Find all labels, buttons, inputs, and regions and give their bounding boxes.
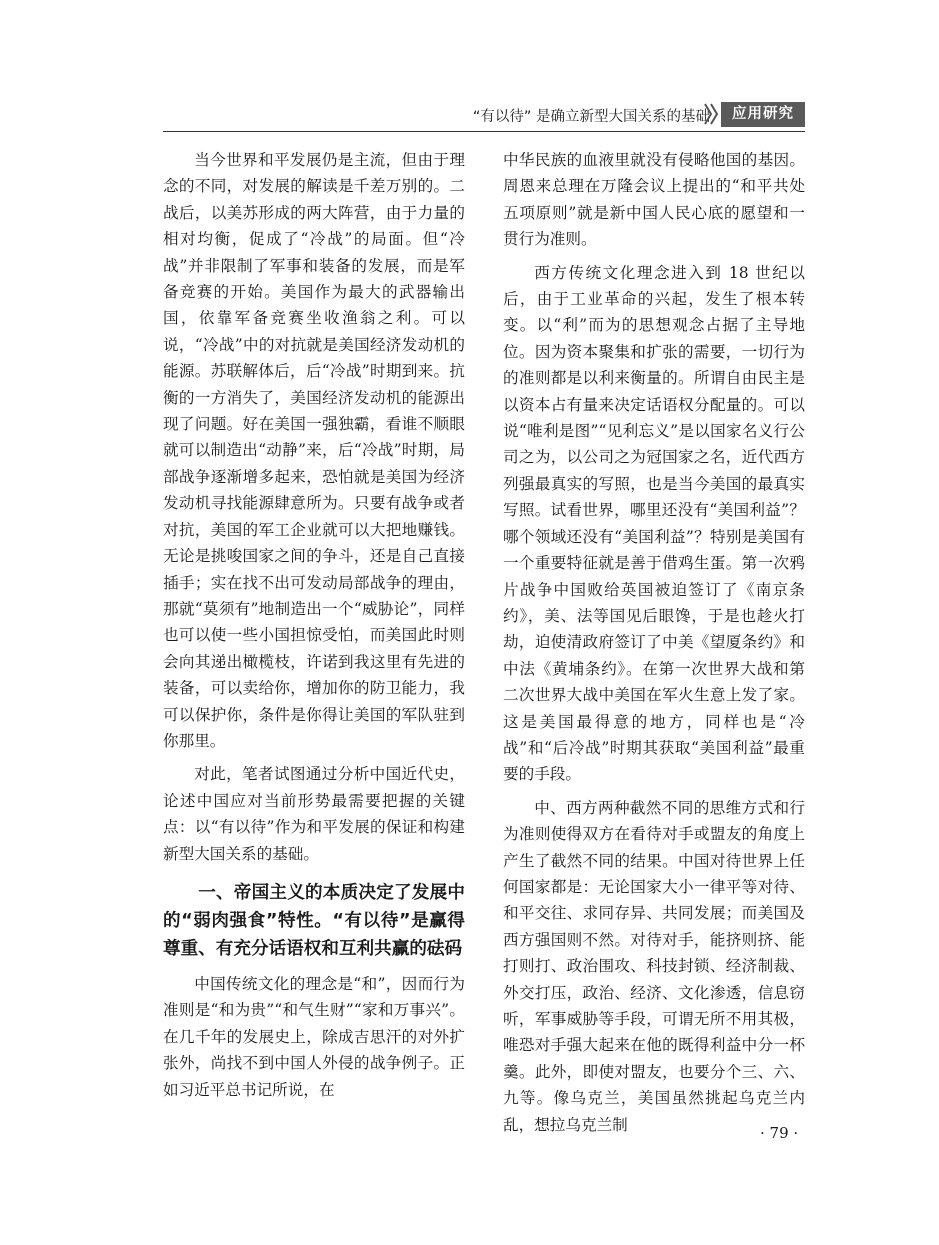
paragraph: 西方传统文化理念进入到 18 世纪以后，由于工业革命的兴起，发生了根本转变。以“利”而为的思想观念占据了主导地位。因为资本聚集和扩张的需要，一切行为的准则都是以利来衡量的。所谓自由民主是以资本占有量来决定话语权分配量的。可以说“唯利是图”“见利忘义”是以国家名义行公司之为，以公司之为冠国家之名，近代西方列强最真实的写照，也是当今美国的最真实写照。试看世界，哪里还没有“美国利益”？哪个领域还没有“美国利益”？特别是美国有一个重要特征就是善于借鸡生蛋。第一次鸦片战争中国败给英国被迫签订了《南京条约》，美、法等国见后眼馋，于是也趁火打劫，迫使清政府签订了中美《望厦条约》和中法《黄埔条约》。在第一次世界大战和第二次世界大战中美国在军火生意上发了家。这是美国最得意的地方，同样也是“冷战”和“后冷战”时期其获取“美国利益”最重要的手段。 <box>503 263 805 784</box>
left-column <box>163 147 465 1103</box>
page-number: · 79 · <box>760 1124 799 1142</box>
paragraph: 中、西方两种截然不同的思维方式和行为准则使得双方在看待对手或盟友的角度上产生了截然不同的结果。中国对待世界上任何国家都是：无论国家大小一律平等对待、和平交往、求同存异、共同发展；而美国及西方强国则不然。对待对手，能挤则挤、能打则打、政治围攻、科技封锁、经济制裁、外交打压，政治、经济、文化渗透，信息窃听，军事威胁等手段，可谓无所不用其极，唯恐对手强大起来在他的既得利益中分一杯羹。此外，即使对盟友，也要分个三、六、九等。像乌克兰，美国虽然挑起乌克兰内乱，想拉乌克兰制 <box>503 798 805 1134</box>
paragraph: 当今世界和平发展仍是主流，但由于理念的不同，对发展的解读是千差万别的。二战后，以美苏形成的两大阵营，由于力量的相对均衡，促成了“冷战”的局面。但“冷战”并非限制了军事和装备的发展，而是军备竞赛的开始。美国作为最大的武器输出国，依靠军备竞赛坐收渔翁之利。可以说，“冷战”中的对抗就是美国经济发动机的能源。苏联解体后，后“冷战”时期到来。抗衡的一方消失了，美国经济发动机的能源出现了问题。好在美国一强独霸，看谁不顺眼就可以制造出“动静”来，后“冷战”时期，局部战争逐渐增多起来，恐怕就是美国为经济发动机寻找能源肆意所为。只要有战争或者对抗，美国的军工企业就可以大把地赚钱。无论是挑唆国家之间的争斗，还是自己直接插手；实在找不出可发动局部战争的理由，那就“莫须有”地制造出一个“威胁论”，同样也可以使一些小国担惊受怕，而美国此时则会向其递出橄榄枝，许诺到我这里有先进的装备，可以卖给你，增加你的防卫能力，我可以保护你，条件是你得让美国的军队驻到你那里。 <box>163 151 465 750</box>
paragraph: 中国传统文化的理念是“和”，因而行为准则是“和为贵”“和气生财”“家和万事兴”。在几千年的发展史上，除成吉思汗的对外扩张外，尚找不到中国人外侵的战争例子。正如习近平总书记所说，在 <box>163 974 465 1099</box>
paragraph: 中华民族的血液里就没有侵略他国的基因。周恩来总理在万隆会议上提出的“和平共处五项原则”就是新中国人民心底的愿望和一贯行为准则。 <box>503 151 805 249</box>
paragraph: 对此，笔者试图通过分析中国近代史，论述中国应对当前形势最需要把握的关键点：以“有以待”作为和平发展的保证和构建新型大国关系的基础。 <box>163 765 465 863</box>
right-column <box>503 147 805 1138</box>
double-chevron-right-icon <box>703 103 719 125</box>
running-header <box>163 98 805 132</box>
section-heading: 一、帝国主义的本质决定了发展中的“弱肉强食”特性。“有以待”是赢得尊重、有充分话语权和互利共赢的砝码 <box>163 882 465 959</box>
header-divider <box>163 131 805 132</box>
running-header-title: “有以待” 是确立新型大国关系的基础 <box>472 109 710 125</box>
section-badge: 应用研究 <box>721 102 805 127</box>
